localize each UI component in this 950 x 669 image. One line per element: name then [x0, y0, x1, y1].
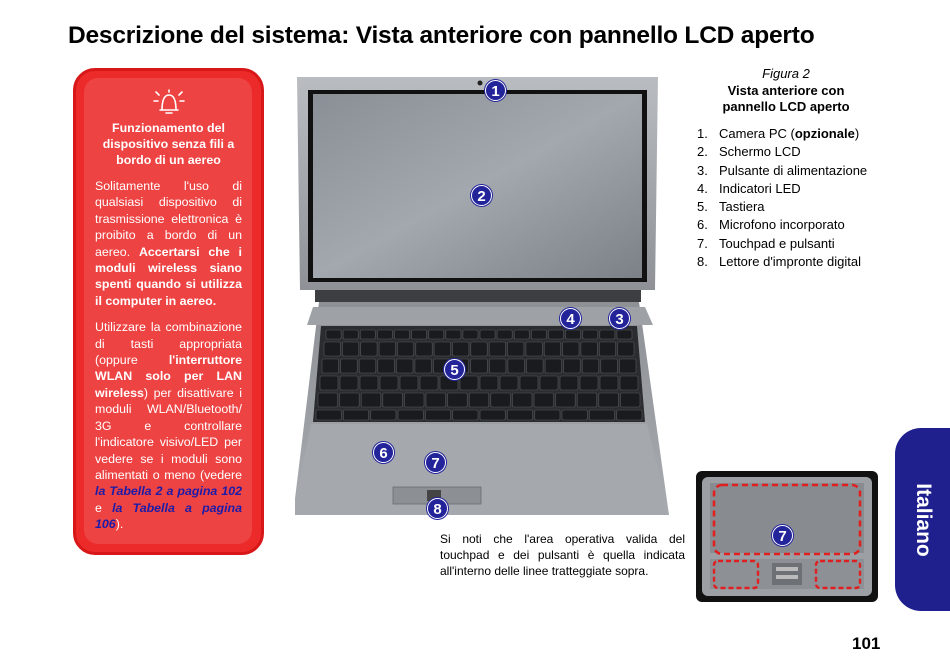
callout-2: 2 [471, 185, 492, 206]
touchpad-note: Si noti che l'area operativa valida del touchpad e dei pulsanti è quella indicata all'interno delle linee tratteggiate sopra. [440, 532, 685, 578]
keyboard-key [619, 359, 636, 373]
callout-1: 1 [485, 80, 506, 101]
callout-5: 5 [444, 359, 465, 380]
keyboard-key [316, 410, 341, 420]
keyboard-key [380, 376, 398, 390]
keyboard-key [507, 410, 532, 420]
parts-list-item: 1. Camera PC (opzionale) [697, 126, 860, 141]
keyboard-key [583, 330, 598, 339]
keyboard-key [429, 330, 444, 339]
keyboard-key [489, 342, 505, 356]
keyboard-key [600, 330, 615, 339]
keyboard-key [396, 359, 413, 373]
keyboard-key [545, 359, 562, 373]
keyboard-key [599, 393, 619, 407]
parts-list-item: 8. Lettore d'impronte digital [697, 254, 861, 270]
keyboard-key [599, 342, 615, 356]
keyboard-key [531, 330, 546, 339]
keyboard-key [377, 330, 392, 339]
keyboard-key [360, 330, 375, 339]
keyboard-key [343, 330, 358, 339]
keyboard-key [383, 393, 403, 407]
keyboard-key [463, 330, 478, 339]
keyboard-key [379, 342, 395, 356]
keyboard-key [340, 376, 358, 390]
keyboard-key [548, 330, 563, 339]
keyboard-key [416, 342, 432, 356]
keyboard-key [446, 330, 461, 339]
parts-list-item: 6. Microfono incorporato [697, 217, 845, 233]
keyboard-key [617, 330, 632, 339]
callout-7: 7 [425, 452, 446, 473]
parts-list-item: 4. Indicatori LED [697, 180, 801, 196]
keyboard-key [360, 376, 378, 390]
figure-title: Vista anteriore con pannello LCD aperto [722, 83, 850, 114]
callout-3: 3 [609, 308, 630, 329]
keyboard-key [361, 393, 381, 407]
parts-list-item: 7. Touchpad e pulsanti [697, 235, 835, 251]
keyboard-key [535, 410, 560, 420]
figure-label: Figura 2 [762, 66, 810, 81]
keyboard-key [324, 342, 340, 356]
laptop-front-view-illustration [295, 72, 675, 522]
warning-heading: Funzionamento del dispositivo senza fili a bordo di un aereo [102, 121, 235, 167]
keyboard-key [566, 330, 581, 339]
keyboard-key [397, 342, 413, 356]
callout-6: 6 [373, 442, 394, 463]
keyboard-key [400, 376, 418, 390]
warning-paragraph-1: Solitamente l'uso di qualsiasi dispositivo di trasmissione elettronica è proibito a bordo di un aereo. Accertarsi che i moduli wireless siano spenti quando si utilizza il computer in aereo. [95, 179, 242, 308]
keyboard-key [601, 359, 618, 373]
language-side-tab-label: Italiano [911, 482, 935, 557]
keyboard-key [540, 376, 558, 390]
touchpad-callout-7: 7 [772, 525, 793, 546]
keyboard-key [453, 342, 469, 356]
keyboard-key [378, 359, 395, 373]
keyboard-key [500, 376, 518, 390]
keyboard-key [480, 330, 495, 339]
parts-list-item: 5. Tastiera [697, 199, 765, 215]
keyboard-key [412, 330, 427, 339]
airplane-warning-icon [151, 86, 187, 116]
warning-content [84, 78, 252, 544]
keyboard-key [415, 359, 432, 373]
keyboard-key [600, 376, 618, 390]
keyboard-key [497, 330, 512, 339]
keyboard-key [426, 393, 446, 407]
keyboard-key [453, 410, 478, 420]
keyboard-key [320, 376, 338, 390]
keyboard-key [489, 359, 506, 373]
keyboard-key [448, 393, 468, 407]
callout-8: 8 [427, 498, 448, 519]
keyboard-key [617, 410, 642, 420]
parts-list-item: 2. Schermo LCD [697, 144, 801, 160]
keyboard-key [322, 359, 339, 373]
parts-list-item: 3. Pulsante di alimentazione [697, 162, 868, 178]
keyboard-key [564, 359, 581, 373]
keyboard-key [343, 410, 368, 420]
keyboard-key [359, 359, 376, 373]
keyboard-key [556, 393, 576, 407]
keyboard-key [371, 410, 396, 420]
keyboard-key [620, 376, 638, 390]
keyboard-key [318, 393, 338, 407]
laptop-drawing [295, 72, 675, 522]
keyboard-key [534, 393, 554, 407]
keyboard-key [577, 393, 597, 407]
keyboard-key [471, 342, 487, 356]
keyboard-key [512, 393, 532, 407]
keyboard-key [469, 393, 489, 407]
parts-list [697, 126, 887, 272]
keyboard-key [526, 342, 542, 356]
keyboard-key [404, 393, 424, 407]
keyboard-key [460, 376, 478, 390]
keyboard-key [560, 376, 578, 390]
page-title: Descrizione del sistema: Vista anteriore con pannello LCD aperto [68, 22, 815, 49]
keyboard-key [326, 330, 341, 339]
keyboard-key [394, 330, 409, 339]
keyboard-key [420, 376, 438, 390]
link-tabella-2[interactable]: la Tabella 2 a pagina 102 [95, 484, 242, 499]
keyboard-key [340, 393, 360, 407]
keyboard-key [527, 359, 544, 373]
keyboard-key [434, 342, 450, 356]
page-number: 101 [852, 634, 881, 653]
keyboard-key [480, 376, 498, 390]
keyboard-key [563, 342, 579, 356]
keyboard-key [398, 410, 423, 420]
link-tabella-106[interactable]: la Tabella a pagina 106 [95, 500, 243, 532]
callout-4: 4 [560, 308, 581, 329]
keyboard-key [508, 342, 524, 356]
keyboard-key [471, 359, 488, 373]
keyboard-key [341, 359, 358, 373]
keyboard-key [589, 410, 614, 420]
keyboard-key [620, 393, 640, 407]
touchpad-detail-illustration [696, 471, 878, 602]
keyboard-key [342, 342, 358, 356]
keyboard-key [581, 342, 597, 356]
keyboard-key [491, 393, 511, 407]
keyboard-key [618, 342, 634, 356]
keyboard-key [582, 359, 599, 373]
keyboard-key [361, 342, 377, 356]
keyboard-key [544, 342, 560, 356]
keyboard-key [562, 410, 587, 420]
warning-paragraph-2: Utilizzare la combinazione di tasti appropriata (oppure l'interruttore WLAN solo per LAN wireless) per disattivare i moduli WLAN/Bluetooth/ 3G e controllare l'indicatore visivo/LED per vedere se i moduli sono alimentati o meno (vedere la Tabella 2 a pagina 102 e la Tabella a pagina 106). [95, 320, 243, 532]
keyboard-key [480, 410, 505, 420]
keyboard-key [425, 410, 450, 420]
keyboard-key [580, 376, 598, 390]
keyboard-key [514, 330, 529, 339]
keyboard-key [520, 376, 538, 390]
keyboard-key [508, 359, 525, 373]
